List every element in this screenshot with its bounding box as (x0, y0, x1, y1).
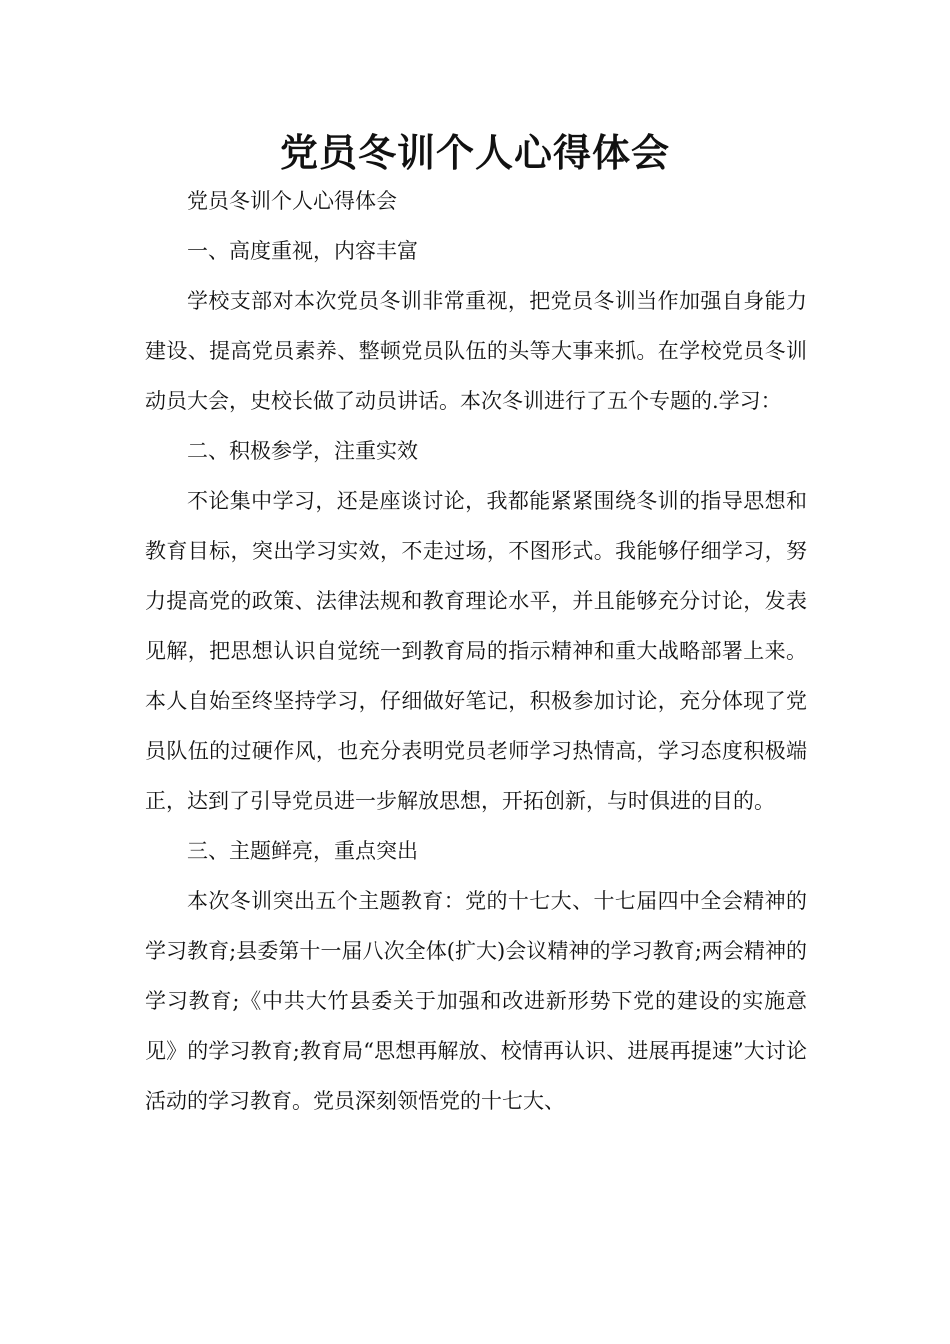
body-paragraph-1: 学校支部对本次党员冬训非常重视，把党员冬训当作加强自身能力建设、提高党员素养、整顿党员队伍的头等大事来抓。在学校党员冬训动员大会，史校长做了动员讲话。本次冬训进行了五个专题的.学习： (145, 289, 807, 413)
document-title: 党员冬训个人心得体会 (279, 130, 670, 175)
body-paragraph-2: 不论集中学习，还是座谈讨论，我都能紧紧围绕冬训的指导思想和教育目标，突出学习实效，不走过场，不图形式。我能够仔细学习，努力提高党的政策、法律法规和教育理论水平，并且能够充分讨论，发表见解，把思想认识自觉统一到教育局的指示精神和重大战略部署上来。本人自始至终坚持学习，仔细做好笔记，积极参加讨论，充分体现了党员队伍的过硬作风，也充分表明党员老师学习热情高，学习态度积极端正，达到了引导党员进一步解放思想，开拓创新，与时俱进的目的。 (145, 489, 807, 813)
subtitle-paragraph: 党员冬训个人心得体会 (187, 189, 397, 213)
document-body (145, 176, 807, 1126)
section-heading-2: 二、积极参学，注重实效 (187, 439, 418, 463)
body-paragraph-3: 本次冬训突出五个主题教育：党的十七大、十七届四中全会精神的学习教育;县委第十一届八次全体(扩大)会议精神的学习教育;两会精神的学习教育;《中共大竹县委关于加强和改进新形势下党的建设的实施意见》的学习教育;教育局“思想再解放、校情再认识、进展再提速”大讨论活动的学习教育。党员深刻领悟党的十七大、 (145, 889, 807, 1113)
section-heading-1: 一、高度重视，内容丰富 (187, 239, 418, 263)
section-heading-3: 三、主题鲜亮，重点突出 (187, 839, 418, 863)
